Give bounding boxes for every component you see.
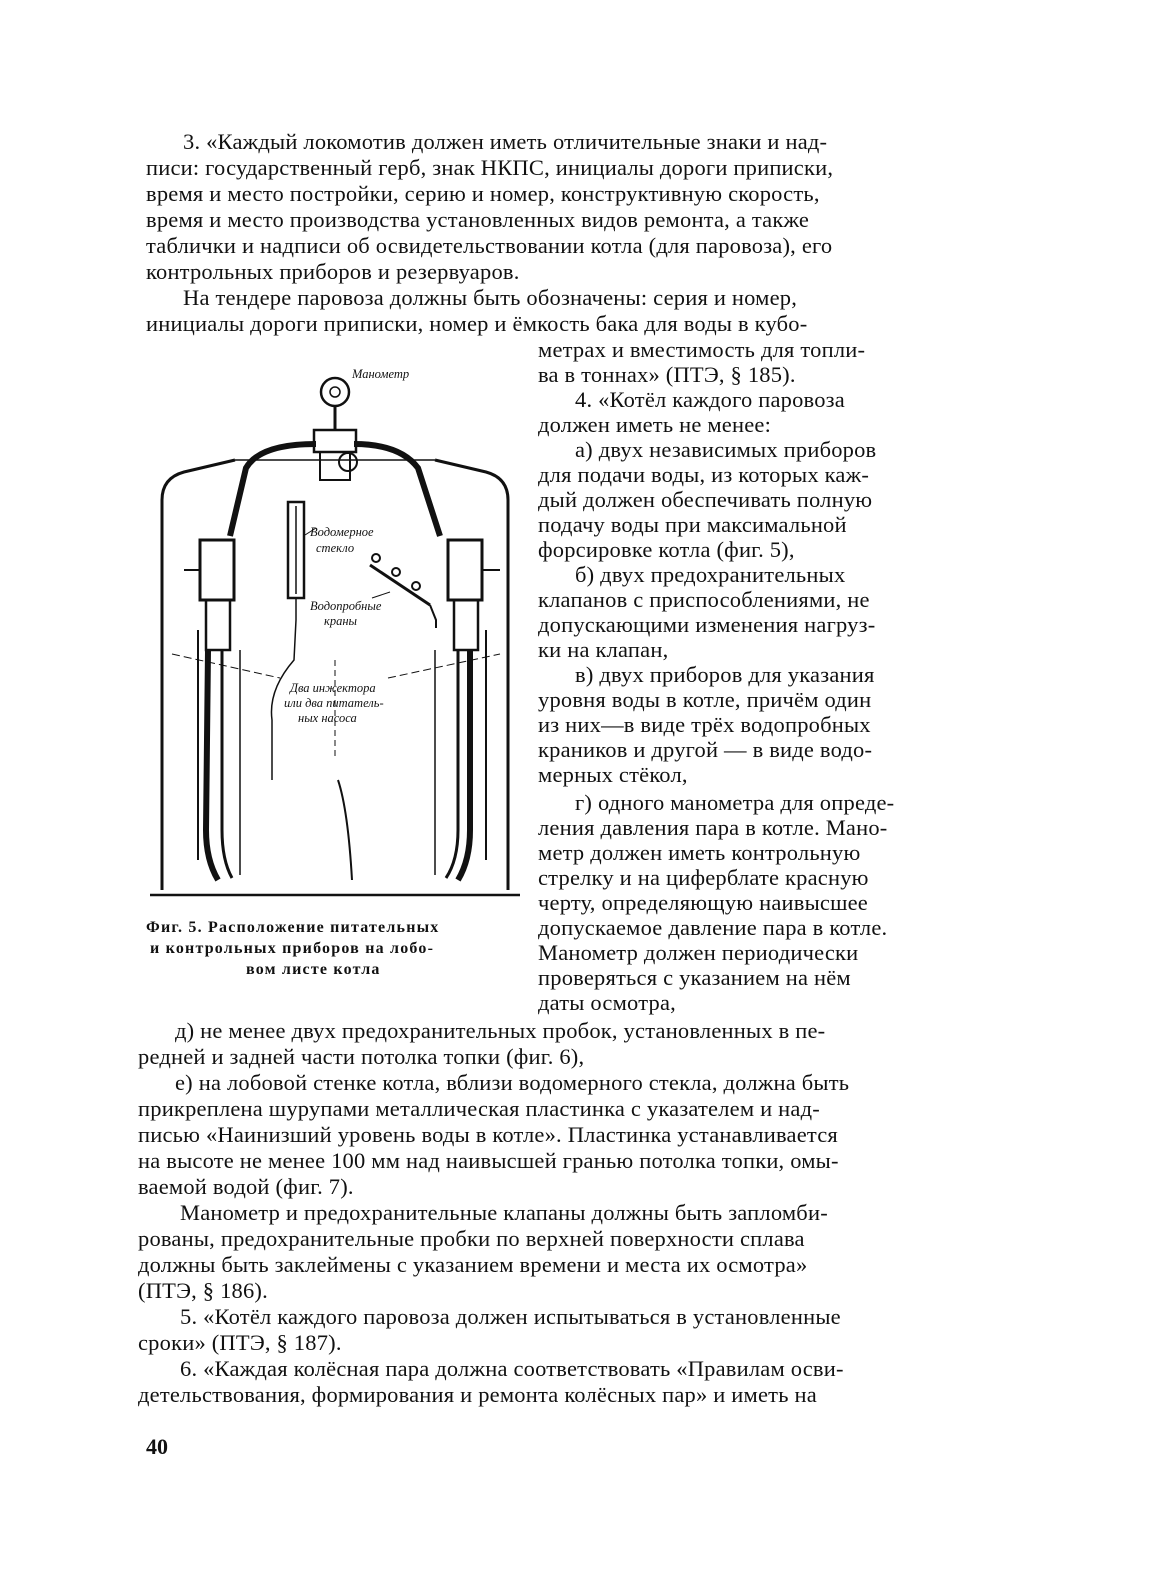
text-line: контрольных приборов и резервуаров. <box>146 259 520 284</box>
text-line: для подачи воды, из которых каж- <box>538 462 870 487</box>
text-line: дый должен обеспечивать полную <box>538 487 873 512</box>
text-line: должен иметь не менее: <box>538 412 772 437</box>
label-manometer: Манометр <box>352 367 410 381</box>
label-gauge-glass: Водомерное <box>310 525 374 539</box>
text-line: 3. «Каждый локомотив должен иметь отличительные знаки и над- <box>183 129 828 154</box>
boiler-diagram <box>140 360 530 908</box>
text-line: Манометр должен периодически <box>538 940 859 965</box>
text-line: инициалы дороги приписки, номер и ёмкость бака для воды в кубо- <box>146 311 808 336</box>
text-line: ва в тоннах» (ПТЭ, § 185). <box>538 362 796 387</box>
text-line: сроки» (ПТЭ, § 187). <box>138 1330 342 1355</box>
text-line: форсировке котла (фиг. 5), <box>538 537 795 562</box>
text-line: подачу воды при максимальной <box>538 512 847 537</box>
text-line: 5. «Котёл каждого паровоза должен испытываться в установленные <box>180 1304 841 1329</box>
text-line: детельствования, формирования и ремонта колёсных пар» и иметь на <box>138 1382 817 1407</box>
label-injectors: или два питатель- <box>284 696 384 710</box>
text-line: время и место производства установленных видов ремонта, а также <box>146 207 810 232</box>
text-line: допускающими изменения нагруз- <box>538 612 876 637</box>
text-line: писи: государственный герб, знак НКПС, инициалы дороги приписки, <box>146 155 834 180</box>
text-line: ваемой водой (фиг. 7). <box>138 1174 354 1199</box>
label-test-cocks: Водопробные <box>310 599 382 613</box>
text-line: таблички и надписи об освидетельствовании котла (для паровоза), его <box>146 233 833 258</box>
text-line: мерных стёкол, <box>538 762 688 787</box>
text-line: б) двух предохранительных <box>575 562 846 587</box>
text-line: (ПТЭ, § 186). <box>138 1278 268 1303</box>
text-line: клапанов с приспособлениями, не <box>538 587 870 612</box>
text-line: время и место постройки, серию и номер, конструктивную скорость, <box>146 181 820 206</box>
text-line: даты осмотра, <box>538 990 676 1015</box>
text-line: г) одного манометра для опреде- <box>575 790 895 815</box>
text-line: метр должен иметь контрольную <box>538 840 861 865</box>
text-line: допускаемое давление пара в котле. <box>538 915 888 940</box>
label-test-cocks: краны <box>324 614 358 628</box>
text-line: проверяться с указанием на нём <box>538 965 851 990</box>
text-line: стрелку и на циферблате красную <box>538 865 869 890</box>
label-injectors: ных насоса <box>298 711 357 725</box>
text-line: уровня воды в котле, причём один <box>538 687 872 712</box>
text-line: Манометр и предохранительные клапаны должны быть запломби- <box>180 1200 828 1225</box>
text-line: рованы, предохранительные пробки по верхней поверхности сплава <box>138 1226 805 1251</box>
page-number: 40 <box>146 1434 168 1459</box>
figure-caption: вом листе котла <box>246 961 381 978</box>
text-line: ления давления пара в котле. Мано- <box>538 815 888 840</box>
figure-caption: Фиг. 5. Расположение питательных <box>146 919 440 936</box>
text-line: из них—в виде трёх водопробных <box>538 712 871 737</box>
figure-caption: и контрольных приборов на лобо- <box>150 940 435 957</box>
text-line: метрах и вместимость для топли- <box>538 337 866 362</box>
text-line: черту, определяющую наивысшее <box>538 890 868 915</box>
text-line: писью «Наинизший уровень воды в котле». Пластинка устанавливается <box>138 1122 838 1147</box>
text-line: должны быть заклеймены с указанием времени и места их осмотра» <box>138 1252 808 1277</box>
text-line: на высоте не менее 100 мм над наивысшей гранью потолка топки, омы- <box>138 1148 839 1173</box>
text-line: а) двух независимых приборов <box>575 437 877 462</box>
text-line: е) на лобовой стенке котла, вблизи водомерного стекла, должна быть <box>175 1070 850 1095</box>
text-line: На тендере паровоза должны быть обозначены: серия и номер, <box>183 285 798 310</box>
text-line: 4. «Котёл каждого паровоза <box>575 387 845 412</box>
text-line: д) не менее двух предохранительных пробок, установленных в пе- <box>175 1018 826 1043</box>
text-line: редней и задней части потолка топки (фиг. 6), <box>138 1044 585 1069</box>
text-line: в) двух приборов для указания <box>575 662 875 687</box>
text-line: ки на клапан, <box>538 637 669 662</box>
text-line: краников и другой — в виде водо- <box>538 737 873 762</box>
text-line: прикреплена шурупами металлическая пластинка с указателем и над- <box>138 1096 820 1121</box>
text-line: 6. «Каждая колёсная пара должна соответствовать «Правилам осви- <box>180 1356 844 1381</box>
label-injectors: Два инжектора <box>290 681 376 695</box>
label-gauge-glass: стекло <box>316 541 355 555</box>
